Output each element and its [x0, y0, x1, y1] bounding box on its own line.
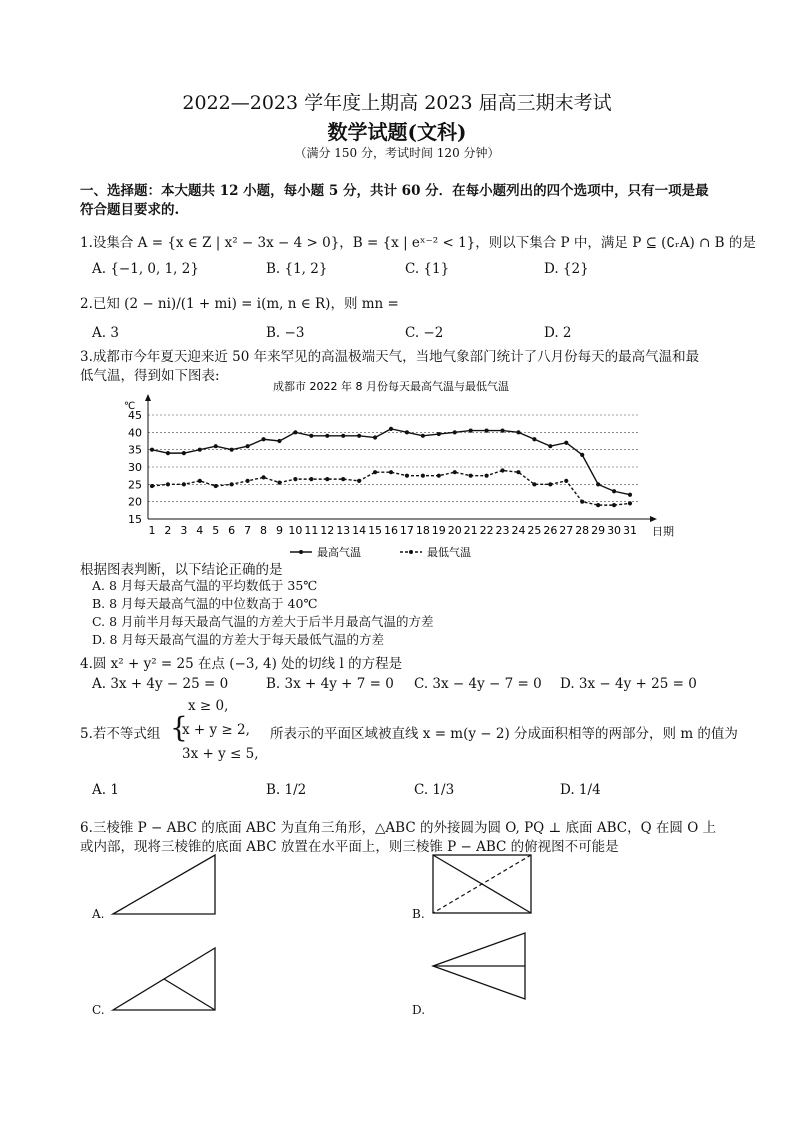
section-heading-line2: 符合题目要求的.: [80, 202, 180, 218]
x-tick-label: 23: [495, 524, 510, 537]
data-point-max: [357, 434, 361, 438]
exam-subtitle: 数学试题(文科): [327, 120, 467, 144]
data-point-min: [405, 474, 409, 478]
legend-marker: [299, 550, 303, 554]
data-point-min: [246, 479, 250, 483]
q2-option-a: A. 3: [92, 325, 119, 341]
x-tick-label: 11: [304, 524, 319, 537]
data-point-min: [373, 470, 377, 474]
data-point-max: [500, 429, 504, 433]
x-tick-label: 28: [575, 524, 590, 537]
q6-label-b: B.: [412, 907, 425, 921]
data-point-min: [182, 482, 186, 486]
data-point-max: [150, 448, 154, 452]
data-point-min: [261, 475, 265, 479]
data-point-max: [198, 448, 202, 452]
q3-option-c: C. 8 月前半月每天最高气温的方差大于后半月最高气温的方差: [92, 614, 434, 629]
q3-line2: 低气温，得到如下图表:: [80, 368, 220, 384]
q1-option-b: B. {1, 2}: [266, 261, 328, 277]
data-point-min: [500, 468, 504, 472]
q5-option-b: B. 1/2: [266, 782, 307, 798]
q4-option-b: B. 3x + 4y + 7 = 0: [266, 676, 394, 692]
data-point-min: [485, 474, 489, 478]
exam-note: （满分 150 分，考试时间 120 分钟）: [294, 146, 500, 160]
data-point-max: [580, 453, 584, 457]
data-point-max: [246, 444, 250, 448]
data-point-min: [214, 484, 218, 488]
q5-system-1: x ≥ 0,: [188, 698, 229, 714]
data-point-min: [421, 474, 425, 478]
data-point-min: [230, 482, 234, 486]
x-tick-label: 13: [336, 524, 351, 537]
q2-stem: 2.已知 (2 − ni)/(1 + mi) = i(m, n ∈ R)，则 mn =: [80, 296, 399, 312]
y-tick-label: 35: [128, 443, 142, 457]
series-line-min: [152, 470, 630, 505]
q4-option-c: C. 3x − 4y − 7 = 0: [414, 676, 542, 692]
data-point-min: [293, 477, 297, 481]
q6-line1: 6.三棱锥 P − ABC 的底面 ABC 为直角三角形，△ABC 的外接圆为圆 O, PQ ⊥ 底面 ABC，Q 在圆 O 上: [80, 820, 717, 836]
data-point-max: [389, 427, 393, 431]
data-point-max: [453, 430, 457, 434]
data-point-max: [277, 439, 281, 443]
q6-figure-c: [110, 945, 220, 1013]
q6-figure-a: [110, 852, 220, 917]
data-point-max: [628, 493, 632, 497]
data-point-max: [325, 434, 329, 438]
x-tick-label: 21: [463, 524, 478, 537]
x-tick-label: 26: [543, 524, 558, 537]
data-point-min: [596, 503, 600, 507]
q5-brace: {: [170, 711, 188, 744]
data-point-min: [309, 477, 313, 481]
q1-option-c: C. {1}: [405, 261, 450, 277]
q4-option-d: D. 3x − 4y + 25 = 0: [560, 676, 697, 692]
data-point-max: [612, 489, 616, 493]
x-axis-label: 日期: [652, 525, 674, 538]
data-point-max: [182, 451, 186, 455]
q5-option-d: D. 1/4: [560, 782, 601, 798]
q1-option-a: A. {−1, 0, 1, 2}: [92, 261, 199, 277]
q1-option-d: D. {2}: [544, 261, 589, 277]
q6-figure-d: [430, 930, 530, 1002]
q5-system-3: 3x + y ≤ 5,: [182, 746, 259, 762]
q2-option-d: D. 2: [544, 325, 572, 341]
data-point-max: [261, 437, 265, 441]
data-point-max: [405, 430, 409, 434]
q3-option-d: D. 8 月每天最高气温的方差大于每天最低气温的方差: [92, 632, 384, 647]
data-point-min: [277, 481, 281, 485]
q6-label-c: C.: [92, 1003, 105, 1017]
x-tick-label: 20: [447, 524, 462, 537]
q6-label-d: D.: [412, 1003, 426, 1017]
data-point-min: [548, 482, 552, 486]
data-point-max: [230, 448, 234, 452]
y-tick-label: 25: [128, 478, 142, 492]
y-tick-label: 40: [128, 426, 142, 440]
x-tick-label: 10: [288, 524, 303, 537]
x-tick-label: 3: [180, 524, 188, 537]
data-point-min: [516, 470, 520, 474]
y-tick-label: 30: [128, 461, 142, 474]
data-point-min: [325, 477, 329, 481]
x-tick-label: 24: [511, 524, 526, 537]
q4-stem: 4.圆 x² + y² = 25 在点 (−3, 4) 处的切线 l 的方程是: [80, 656, 403, 672]
q5-prefix: 5.若不等式组: [80, 726, 161, 742]
x-tick-label: 2: [164, 524, 172, 537]
data-point-max: [214, 444, 218, 448]
data-point-min: [198, 479, 202, 483]
x-tick-label: 31: [623, 524, 637, 537]
x-tick-label: 30: [607, 524, 622, 537]
q6-line2: 或内部，现将三棱锥的底面 ABC 放置在水平面上，则三棱锥 P − ABC 的俯视图不可能是: [80, 839, 619, 855]
q6-figure-b: [430, 852, 535, 917]
data-point-max: [469, 429, 473, 433]
data-point-max: [166, 451, 170, 455]
temperature-chart: [110, 375, 690, 560]
x-tick-label: 12: [320, 524, 335, 537]
q5-suffix: 所表示的平面区域被直线 x = m(y − 2) 分成面积相等的两部分，则 m 的值为: [270, 726, 738, 742]
data-point-max: [373, 435, 377, 439]
q1-stem: 1.设集合 A = {x ∈ Z | x² − 3x − 4 > 0}，B = {x | eˣ⁻² < 1}，则以下集合 P 中，满足 P ⊆ (∁ᵣA) ∩ B 的是: [80, 235, 756, 251]
q3-after-text: 根据图表判断，以下结论正确的是: [80, 562, 283, 578]
y-tick-label: 20: [128, 495, 142, 509]
data-point-max: [341, 434, 345, 438]
x-tick-label: 4: [196, 524, 204, 537]
x-tick-label: 8: [260, 524, 268, 537]
data-point-max: [548, 444, 552, 448]
data-point-max: [485, 429, 489, 433]
q4-option-a: A. 3x + 4y − 25 = 0: [92, 676, 229, 692]
q2-option-c: C. −2: [405, 325, 444, 341]
q6-label-a: A.: [92, 907, 105, 921]
data-point-min: [150, 484, 154, 488]
data-point-min: [357, 479, 361, 483]
data-point-min: [166, 482, 170, 486]
x-tick-label: 17: [399, 524, 414, 537]
x-tick-label: 29: [591, 524, 606, 537]
legend-marker: [409, 550, 413, 554]
exam-title: 2022—2023 学年度上期高 2023 届高三期末考试: [182, 92, 612, 114]
data-point-min: [437, 474, 441, 478]
data-point-min: [564, 479, 568, 483]
x-tick-label: 18: [415, 524, 430, 537]
x-tick-label: 15: [368, 524, 383, 537]
x-tick-label: 6: [228, 524, 236, 537]
data-point-max: [293, 430, 297, 434]
data-point-max: [532, 437, 536, 441]
x-tick-label: 16: [384, 524, 398, 537]
series-line-max: [152, 429, 630, 495]
x-tick-label: 9: [275, 524, 283, 537]
x-tick-label: 1: [148, 524, 156, 537]
chart-title: 成都市 2022 年 8 月份每天最高气温与最低气温: [273, 380, 509, 393]
data-point-min: [612, 503, 616, 507]
section-heading-line1: 一、选择题：本大题共 12 小题，每小题 5 分，共计 60 分．在每小题列出的四个选项中，只有一项是最: [80, 183, 709, 199]
y-tick-label: 45: [128, 409, 142, 422]
q3-option-a: A. 8 月每天最高气温的平均数低于 35℃: [92, 578, 318, 593]
data-point-min: [341, 477, 345, 481]
data-point-max: [309, 434, 313, 438]
y-axis-unit: ℃: [124, 401, 136, 412]
x-tick-label: 22: [479, 524, 494, 537]
data-point-min: [453, 470, 457, 474]
x-tick-label: 27: [559, 524, 574, 537]
data-point-max: [437, 432, 441, 436]
data-point-max: [564, 441, 568, 445]
data-point-min: [628, 501, 632, 505]
legend-label: 最高气温: [317, 546, 361, 559]
data-point-max: [516, 430, 520, 434]
q5-option-c: C. 1/3: [414, 782, 455, 798]
x-tick-label: 14: [352, 524, 367, 537]
q3-line1: 3.成都市今年夏天迎来近 50 年来罕见的高温极端天气，当地气象部门统计了八月份每天的最高气温和最: [80, 349, 700, 365]
x-tick-label: 19: [431, 524, 446, 537]
q5-system-2: x + y ≥ 2,: [182, 722, 250, 738]
y-axis-arrow: [145, 394, 151, 401]
data-point-min: [389, 470, 393, 474]
x-tick-label: 7: [244, 524, 252, 537]
x-axis-arrow: [650, 516, 657, 522]
y-tick-label: 15: [128, 513, 142, 526]
legend-label: 最低气温: [427, 546, 471, 559]
q2-option-b: B. −3: [266, 325, 305, 341]
data-point-min: [580, 500, 584, 504]
x-tick-label: 5: [212, 524, 220, 537]
data-point-min: [532, 482, 536, 486]
data-point-max: [421, 434, 425, 438]
q5-option-a: A. 1: [92, 782, 119, 798]
data-point-min: [469, 474, 473, 478]
data-point-max: [596, 482, 600, 486]
x-tick-label: 25: [527, 524, 542, 537]
q3-option-b: B. 8 月每天最高气温的中位数高于 40℃: [92, 596, 318, 611]
